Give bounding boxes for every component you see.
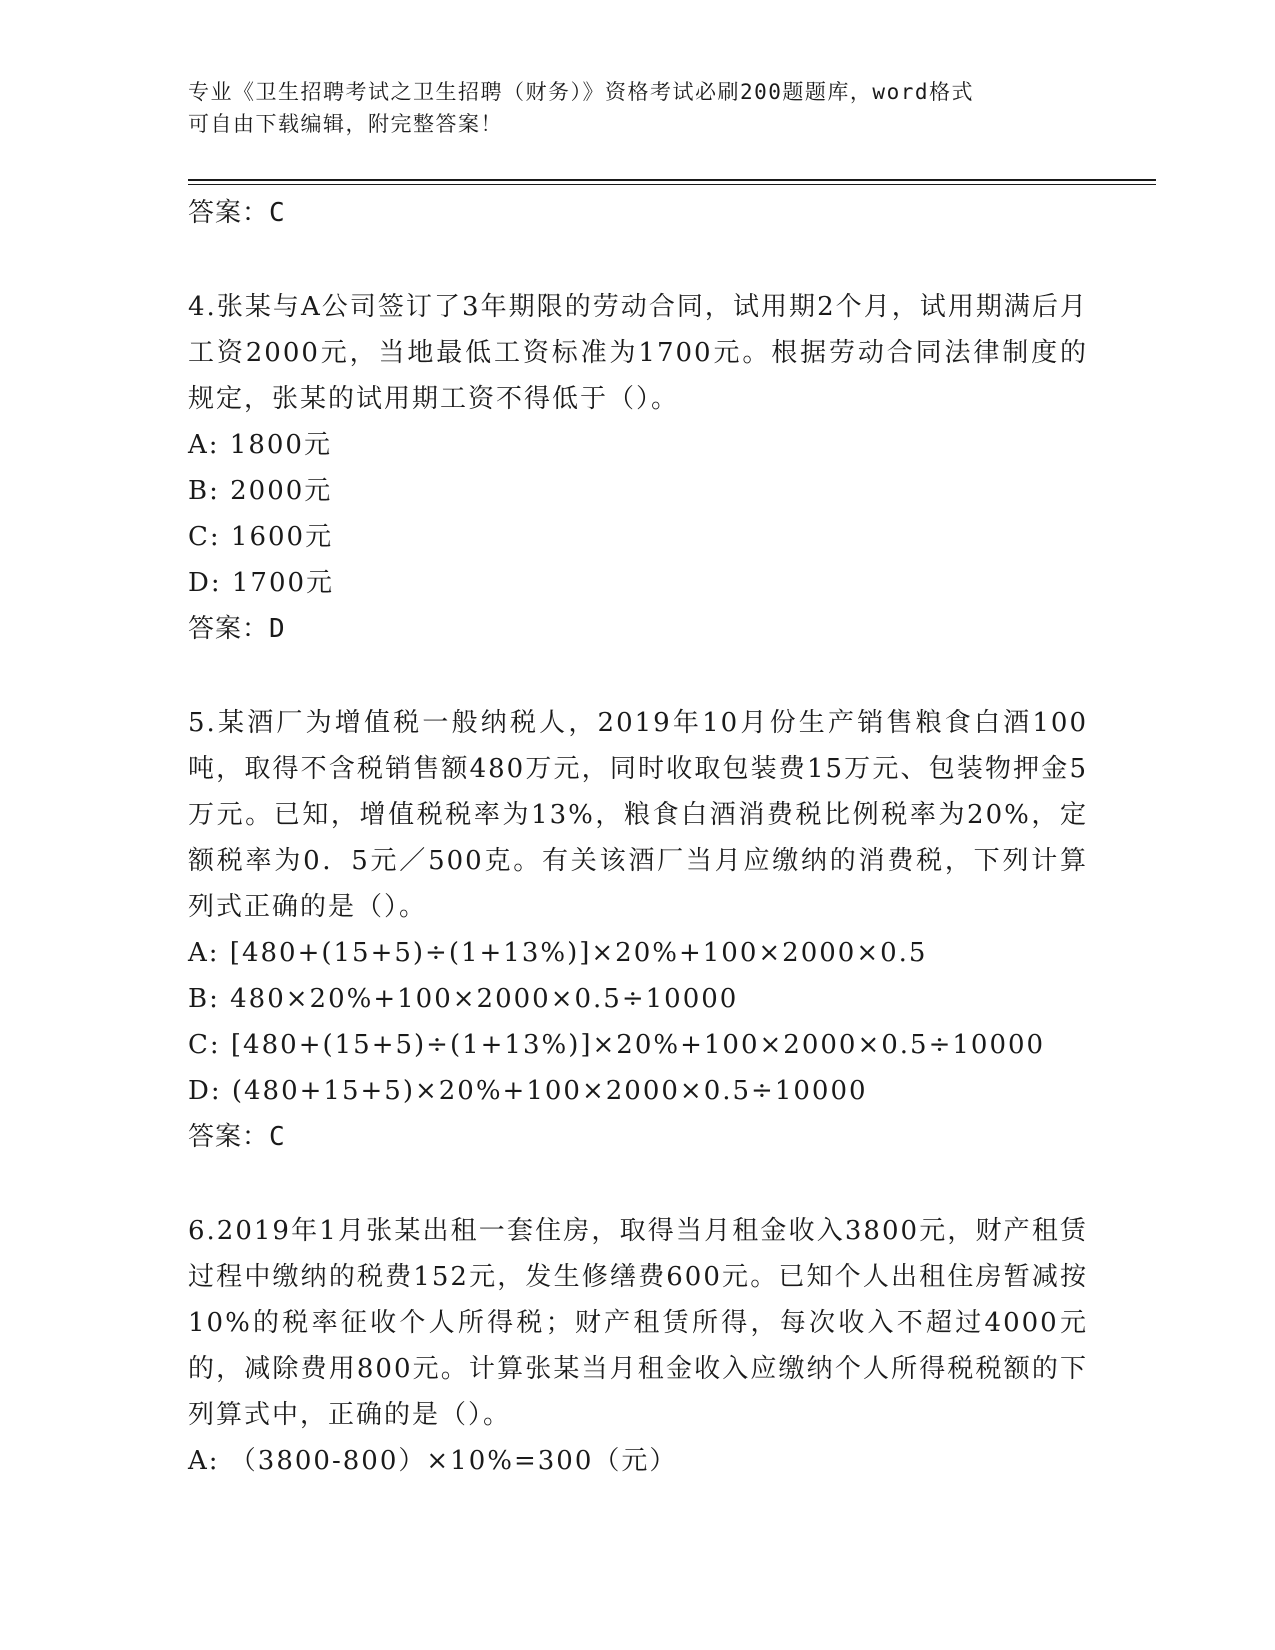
header-title-line2: 可自由下载编辑，附完整答案！ <box>188 112 503 136</box>
option-a: A: （3800-800）×10%=300（元） <box>188 1446 678 1476</box>
option-d: D: (480+15+5)×20%+100×2000×0.5÷10000 <box>188 1076 868 1106</box>
option-c: C: 1600元 <box>188 522 334 552</box>
header-title-line1: 专业《卫生招聘考试之卫生招聘（财务）》资格考试必刷200题题库，word格式 <box>188 80 974 104</box>
question-stem: 5.某酒厂为增值税一般纳税人，2019年10月份生产销售粮食白酒100吨，取得不含税销售额480万元，同时收取包装费15万元、包装物押金5万元。已知，增值税税率为13%，粮食白酒消费税比例税率为20%，定额税率为0．5元／500克。有关该酒厂当月应缴纳的消费税，下列计算列式正确的是（）。 <box>188 708 1088 922</box>
document-body <box>188 190 1088 1484</box>
question-stem: 4.张某与A公司签订了3年期限的劳动合同，试用期2个月，试用期满后月工资2000元，当地最低工资标准为1700元。根据劳动合同法律制度的规定，张某的试用期工资不得低于（）。 <box>188 292 1088 414</box>
option-d: D: 1700元 <box>188 568 335 598</box>
question-4 <box>188 284 1088 652</box>
question-6 <box>188 1208 1088 1484</box>
answer-line: 答案：C <box>188 198 286 228</box>
header-divider <box>188 179 1156 181</box>
question-5 <box>188 700 1088 1160</box>
question-stem: 6.2019年1月张某出租一套住房，取得当月租金收入3800元，财产租赁过程中缴纳的税费152元，发生修缮费600元。已知个人出租住房暂减按10%的税率征收个人所得税；财产租赁所得，每次收入不超过4000元的，减除费用800元。计算张某当月租金收入应缴纳个人所得税税额的下列算式中，正确的是（）。 <box>188 1216 1088 1430</box>
header-divider-thin <box>188 184 1156 185</box>
answer-line: 答案：D <box>188 614 286 644</box>
option-a: A: 1800元 <box>188 430 332 460</box>
option-c: C: [480+(15+5)÷(1+13%)]×20%+100×2000×0.5÷10000 <box>188 1030 1046 1060</box>
answer-line: 答案：C <box>188 1122 286 1152</box>
option-b: B: 2000元 <box>188 476 333 506</box>
option-a: A: [480+(15+5)÷(1+13%)]×20%+100×2000×0.5 <box>188 938 928 968</box>
document-header <box>188 76 1088 140</box>
option-b: B: 480×20%+100×2000×0.5÷10000 <box>188 984 739 1014</box>
